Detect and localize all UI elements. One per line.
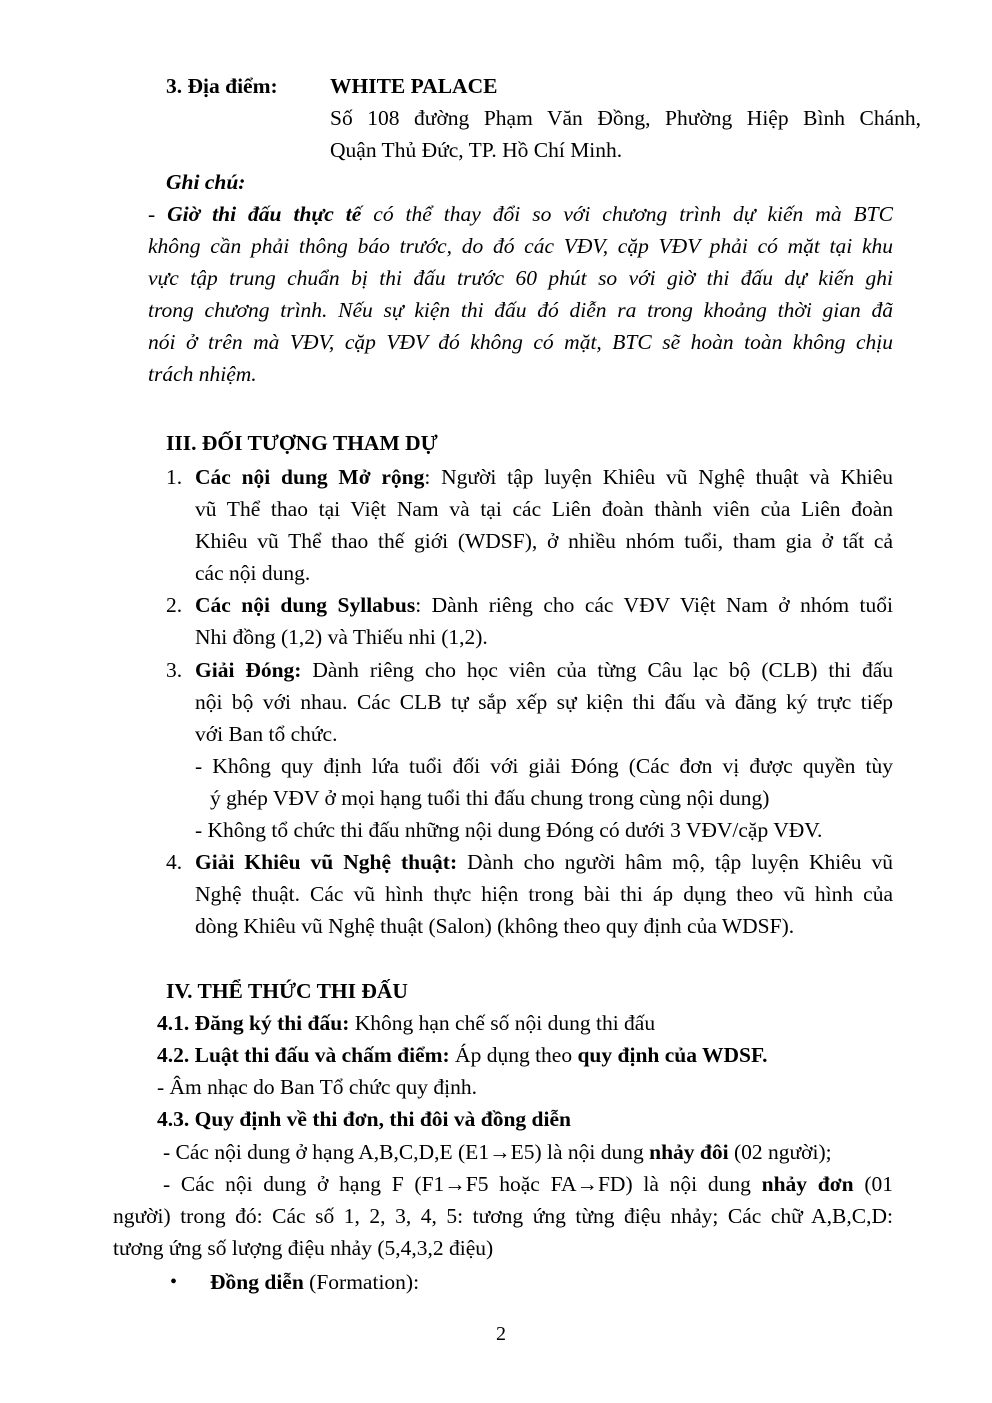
section-4-heading: IV. THỂ THỨC THI ĐẤU	[166, 979, 408, 1003]
solo-dance-rule-line-3: tương ứng số lượng điệu nhảy (5,4,3,2 điệu)	[113, 1236, 494, 1260]
music-rule: - Âm nhạc do Ban Tổ chức quy định.	[157, 1075, 477, 1099]
item-4-line-3: dòng Khiêu vũ Nghệ thuật (Salon) (không theo quy định của WDSF).	[195, 914, 795, 938]
item-2-line-1: Các nội dung Syllabus: Dành riêng cho các VĐV Việt Nam ở nhóm tuổi	[195, 593, 893, 617]
rule-4-2: 4.2. Luật thi đấu và chấm điểm: Áp dụng theo quy định của WDSF.	[157, 1043, 768, 1067]
item-2-line-2: Nhi đồng (1,2) và Thiếu nhi (1,2).	[195, 625, 488, 649]
page-number: 2	[496, 1323, 506, 1345]
pair-dance-rule: - Các nội dung ở hạng A,B,C,D,E (E1→E5) là nội dung nhảy đôi (02 người);	[163, 1140, 832, 1164]
item-3-sub-2: - Không tổ chức thi đấu những nội dung Đóng có dưới 3 VĐV/cặp VĐV.	[195, 818, 823, 842]
item-1-line-2: vũ Thể thao tại Việt Nam và tại các Liên đoàn thành viên của Liên đoàn	[195, 497, 893, 521]
item-1-line-3: Khiêu vũ Thể thao thế giới (WDSF), ở nhiều nhóm tuổi, tham gia ở tất cả	[195, 529, 893, 553]
item-4-line-2: Nghệ thuật. Các vũ hình thực hiện trong bài thi áp dụng theo vũ hình của	[195, 882, 893, 906]
location-label: 3. Địa điểm:	[166, 74, 278, 98]
rule-4-3-heading: 4.3. Quy định về thi đơn, thi đôi và đồng diễn	[157, 1107, 571, 1131]
formation-item: Đồng diễn (Formation):	[210, 1270, 420, 1294]
item-1-number: 1.	[166, 465, 183, 489]
item-1-line-1: Các nội dung Mở rộng: Người tập luyện Khiêu vũ Nghệ thuật và Khiêu	[195, 465, 893, 489]
section-3-heading: III. ĐỐI TƯỢNG THAM DỰ	[166, 431, 438, 455]
note-line-3: vực tập trung chuẩn bị thi đấu trước 60 phút so với giờ thi đấu dự kiến ghi	[148, 266, 893, 290]
item-4-line-1: Giải Khiêu vũ Nghệ thuật: Dành cho người hâm mộ, tập luyện Khiêu vũ	[195, 850, 893, 874]
bullet-icon: •	[170, 1271, 178, 1293]
item-3-line-3: với Ban tổ chức.	[195, 722, 338, 746]
note-line-4: trong chương trình. Nếu sự kiện thi đấu đó diễn ra trong khoảng thời gian đã	[148, 298, 893, 322]
address-line-2: Quận Thủ Đức, TP. Hồ Chí Minh.	[330, 138, 623, 162]
note-line-2: không cần phải thông báo trước, do đó các VĐV, cặp VĐV phải có mặt tại khu	[148, 234, 893, 258]
solo-dance-rule-line-1: - Các nội dung ở hạng F (F1→F5 hoặc FA→FD) là nội dung nhảy đơn (01	[163, 1172, 894, 1196]
item-3-sub-1-line-2: ý ghép VĐV ở mọi hạng tuổi thi đấu chung trong cùng nội dung)	[210, 786, 770, 810]
note-line-5: nói ở trên mà VĐV, cặp VĐV đó không có mặt, BTC sẽ hoàn toàn không chịu	[148, 330, 893, 354]
address-line-1: Số 108 đường Phạm Văn Đồng, Phường Hiệp Bình Chánh,	[330, 106, 921, 130]
item-3-line-2: nội bộ với nhau. Các CLB tự sắp xếp sự kiện thi đấu và đăng ký trực tiếp	[195, 690, 893, 714]
item-3-number: 3.	[166, 658, 183, 682]
item-2-number: 2.	[166, 593, 183, 617]
item-1-line-4: các nội dung.	[195, 561, 311, 585]
note-line-1: - Giờ thi đấu thực tế có thể thay đổi so với chương trình dự kiến mà BTC	[148, 202, 893, 226]
note-title: Ghi chú:	[166, 170, 246, 194]
venue-name: WHITE PALACE	[330, 74, 498, 98]
solo-dance-rule-line-2: người) trong đó: Các số 1, 2, 3, 4, 5: tương ứng từng điệu nhảy; Các chữ A,B,C,D:	[113, 1204, 893, 1228]
item-3-sub-1-line-1: - Không quy định lứa tuổi đối với giải Đóng (Các đơn vị được quyền tùy	[195, 754, 893, 778]
note-line-6: trách nhiệm.	[148, 362, 257, 386]
rule-4-1: 4.1. Đăng ký thi đấu: Không hạn chế số nội dung thi đấu	[157, 1011, 656, 1035]
item-4-number: 4.	[166, 850, 183, 874]
item-3-line-1: Giải Đóng: Dành riêng cho học viên của từng Câu lạc bộ (CLB) thi đấu	[195, 658, 893, 682]
